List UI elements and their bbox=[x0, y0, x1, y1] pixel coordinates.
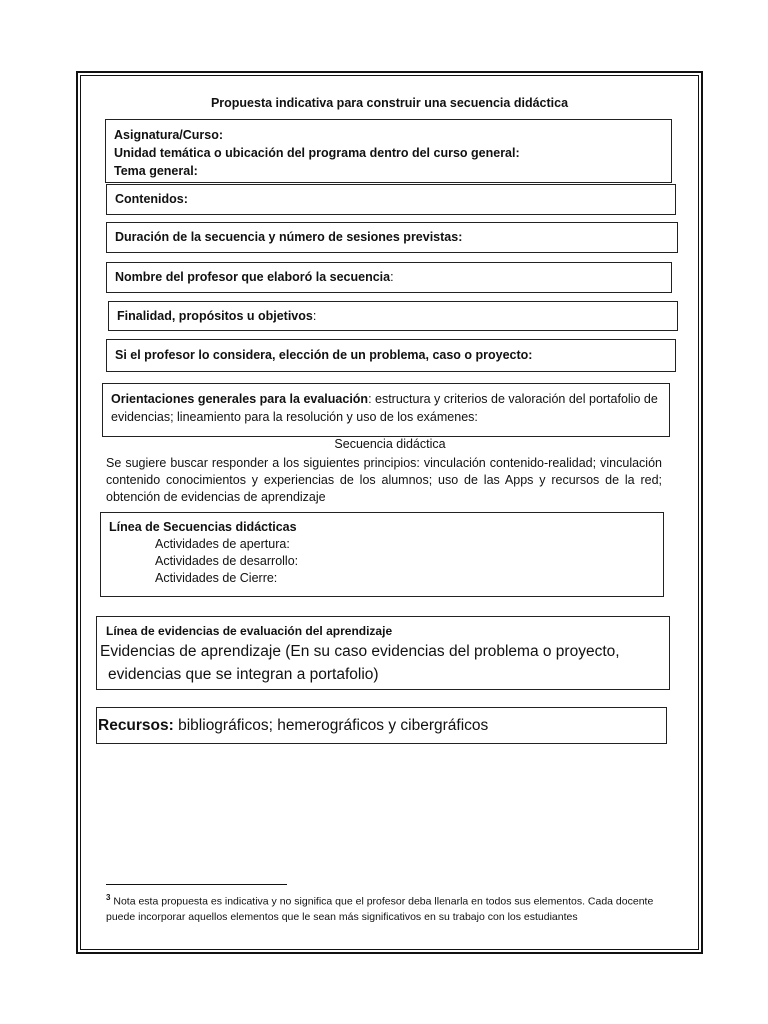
actividades-desarrollo: Actividades de desarrollo: bbox=[155, 554, 299, 568]
problema-box bbox=[106, 339, 676, 372]
secuencia-paragraph: Se sugiere buscar responder a los siguientes principios: vinculación contenido-realidad; vinculación contenido conocimientos y experiencias de los alumnos; uso de las Apps y recursos de la red; obtención de evidencias de aprendizaje bbox=[106, 456, 662, 504]
finalidad-box bbox=[108, 301, 678, 331]
footnote bbox=[106, 890, 666, 925]
footnote-mark: 3 bbox=[106, 893, 111, 902]
duracion-box bbox=[106, 222, 678, 253]
recursos-label: Recursos: bbox=[98, 717, 174, 734]
evidencias-line-2: evidencias que se integran a portafolio) bbox=[108, 666, 379, 683]
nombre-profesor-box bbox=[106, 262, 672, 293]
asignatura-label: Asignatura/Curso: bbox=[114, 128, 224, 142]
recursos-box bbox=[96, 707, 667, 744]
orientaciones-box bbox=[102, 383, 670, 437]
footnote-rule bbox=[106, 884, 287, 885]
secuencia-heading: Secuencia didáctica bbox=[334, 437, 446, 451]
contenidos-box bbox=[106, 184, 676, 215]
linea-secuencias-box bbox=[100, 512, 664, 597]
footnote-text: Nota esta propuesta es indicativa y no significa que el profesor deba llenarla en todos sus elementos. Cada docente puede incorporar aquellos elementos que le sean más significativos en su trabajo con los estudiantes bbox=[106, 895, 654, 923]
document-title: Propuesta indicativa para construir una secuencia didáctica bbox=[210, 96, 569, 110]
finalidad-colon: : bbox=[312, 309, 317, 323]
nombre-profesor-colon: : bbox=[390, 270, 394, 284]
actividades-cierre: Actividades de Cierre: bbox=[155, 571, 278, 585]
problema-label: Si el profesor lo considera, elección de un problema, caso o proyecto: bbox=[115, 348, 533, 362]
tema-general-label: Tema general: bbox=[114, 164, 198, 178]
finalidad-label: Finalidad, propósitos u objetivos bbox=[117, 309, 313, 323]
nombre-profesor-label: Nombre del profesor que elaboró la secuencia bbox=[115, 270, 391, 284]
asignatura-box bbox=[105, 119, 672, 183]
contenidos-label: Contenidos: bbox=[115, 192, 188, 206]
duracion-label: Duración de la secuencia y número de sesiones previstas: bbox=[115, 230, 463, 244]
evidencias-line-1: Evidencias de aprendizaje (En su caso evidencias del problema o proyecto, bbox=[100, 643, 620, 660]
unidad-tematica-label: Unidad temática o ubicación del programa dentro del curso general: bbox=[114, 146, 520, 160]
orientaciones-label: Orientaciones generales para la evaluación bbox=[111, 392, 369, 406]
orientaciones-text: : estructura y criterios de valoración del portafolio de evidencias; lineamiento para la resolución y uso de los exámenes: bbox=[111, 392, 658, 424]
actividades-apertura: Actividades de apertura: bbox=[155, 537, 290, 551]
linea-evidencias-heading: Línea de evidencias de evaluación del aprendizaje bbox=[106, 624, 393, 638]
recursos-text: bibliográficos; hemerográficos y cibergráficos bbox=[173, 717, 489, 734]
linea-secuencias-heading: Línea de Secuencias didácticas bbox=[109, 520, 297, 534]
linea-evidencias-box bbox=[96, 616, 670, 690]
